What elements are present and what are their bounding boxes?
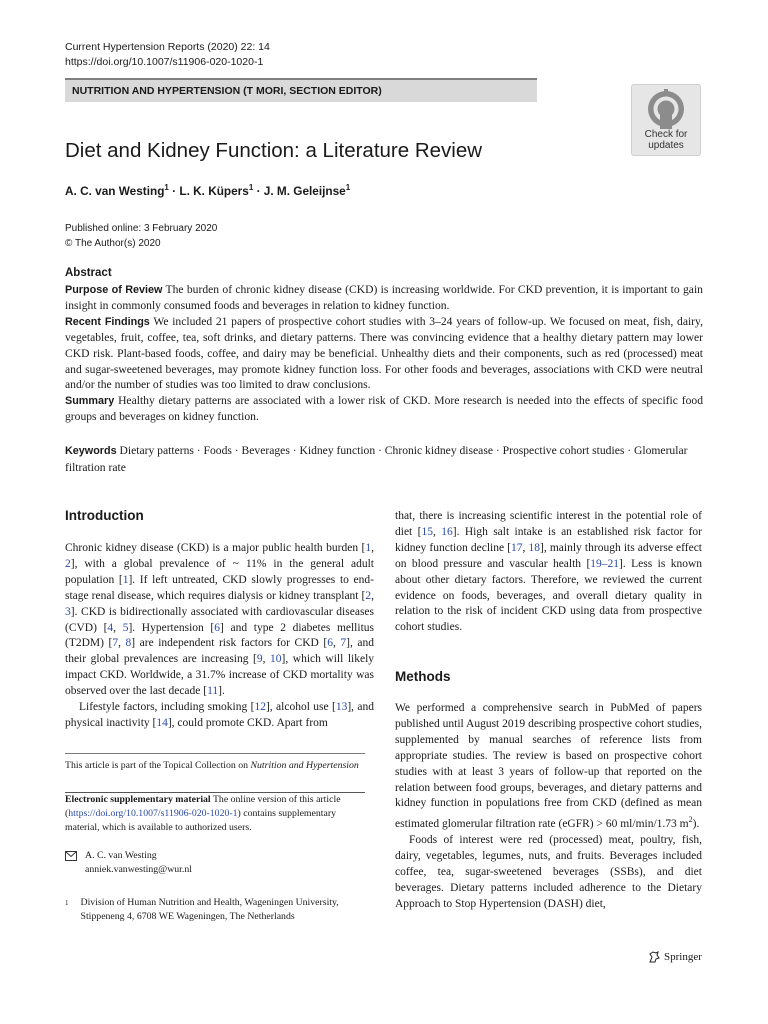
topical-collection-note [65, 759, 365, 773]
body-text: ], mainly through its adverse effect on blood pressure and vascular health [ [395, 541, 702, 570]
introduction-heading: Introduction [65, 508, 144, 523]
keywords [65, 443, 703, 475]
publisher-logo [647, 950, 702, 964]
esm-link[interactable]: https://doi.org/10.1007/s11906-020-1020-1 [68, 808, 238, 819]
citation-link[interactable]: 4 [107, 621, 114, 634]
intro-paragraph-1 [65, 541, 374, 700]
body-text: , [113, 621, 123, 634]
topical-collection-name: Nutrition and Hypertension [250, 760, 359, 771]
body-text: , [262, 653, 271, 666]
body-text: Lifestyle factors, including smoking [ [79, 701, 255, 714]
body-text: ], and physical inactivity [ [65, 701, 375, 729]
body-text: ]. Hypertension [ [128, 621, 215, 634]
author-list [65, 183, 350, 198]
citation-link[interactable]: 7 [112, 637, 119, 650]
corresponding-author-email[interactable]: anniek.vanwesting@wur.nl [85, 864, 192, 875]
methods-paragraph-2: Foods of interest were red (processed) meat, poultry, fish, dairy, vegetables, legumes, nuts, and fruits. Beverages included coffee, tea, sugar-sweetened beverages (SSBs), and diet beverages. Dietary patterns included adherence to the Dietary Approach to Stop Hypertension (DASH) diet, [395, 834, 702, 910]
body-text: , [332, 637, 341, 650]
body-text: ]. Less is known about other dietary factors. Therefore, we reviewed the current evidence on foods, beverages, and overall dietary quality in relation to the risk of incident CKD using data from prospective cohort studies. [395, 557, 702, 634]
citation-link[interactable]: 14 [156, 716, 168, 729]
body-text: ] and type 2 diabetes mellitus (T2DM) [ [65, 621, 374, 650]
corresponding-author [65, 849, 365, 877]
body-text: ], alcohol use [ [265, 701, 336, 714]
body-text: ]. If left untreated, CKD slowly progresses to end-stage renal disease, which requires dialysis or kidney transplant [ [65, 573, 374, 602]
supplementary-note [65, 793, 365, 835]
methods-heading: Methods [395, 669, 451, 684]
body-text: ], and their global prevalences are increasing [ [65, 637, 374, 666]
body-text: , [371, 589, 374, 602]
keywords-text: Dietary patterns · Foods · Beverages · Kidney function · Chronic kidney disease · Prospective cohort studies · Glomerular filtration rate [65, 444, 688, 474]
body-text: ], with a global prevalence of ~ 11% in the general adult population [ [65, 557, 374, 586]
abstract-summary [65, 393, 703, 425]
methods-paragraph-1 [395, 701, 702, 833]
affiliation-line: Stippeneng 4, 6708 WE Wageningen, The Netherlands [80, 911, 295, 922]
citation-link[interactable]: 3 [65, 605, 71, 618]
body-text: that, there is increasing scientific interest in the potential role of diet [ [395, 510, 702, 538]
citation-link[interactable]: 17 [511, 541, 523, 554]
right-column-methods [395, 701, 702, 913]
envelope-icon [65, 851, 77, 861]
publisher-name: Springer [664, 951, 702, 963]
author-name[interactable]: L. K. Küpers [179, 183, 249, 198]
body-text: ]. [218, 685, 225, 698]
affiliation-marker: 1 [345, 183, 351, 192]
publication-info [65, 222, 217, 251]
citation-link[interactable]: 6 [214, 621, 221, 634]
citation-link[interactable]: 12 [254, 701, 266, 714]
body-text: , [118, 637, 126, 650]
section-banner: NUTRITION AND HYPERTENSION (T MORI, SECTION EDITOR) [65, 78, 537, 102]
footnote-divider [65, 753, 365, 754]
citation-link[interactable]: 1 [365, 542, 372, 554]
body-text: ] are independent risk factors for CKD [ [131, 637, 328, 650]
badge-label-line2: updates [648, 140, 684, 151]
body-text: ]. CKD is bidirectionally associated with cardiovascular diseases (CVD) [ [65, 605, 374, 634]
author-name[interactable]: A. C. van Westing [65, 183, 165, 198]
abstract-heading: Abstract [65, 267, 112, 279]
keywords-label: Keywords [65, 445, 117, 457]
summary-text: Healthy dietary patterns are associated with a lower risk of CKD. More research is needed into the effects of specific food groups and beverages on kidney function. [65, 393, 703, 424]
body-text: , [522, 541, 529, 554]
findings-label: Recent Findings [65, 315, 150, 328]
right-column-intro [395, 509, 702, 636]
corresponding-author-name: A. C. van Westing [85, 850, 157, 861]
citation-link[interactable]: 19–21 [590, 557, 620, 570]
esm-label: Electronic supplementary material [65, 794, 211, 805]
citation-link[interactable]: 15 [421, 525, 433, 538]
purpose-label: Purpose of Review [65, 283, 163, 296]
copyright-text: The Author(s) 2020 [74, 237, 161, 249]
affiliation-line: Division of Human Nutrition and Health, Wageningen University, [80, 897, 339, 908]
findings-text: We included 21 papers of prospective cohort studies with 3–24 years of follow-up. We focused on meat, fish, dairy, vegetables, fruit, coffee, tea, soft drinks, and dietary patterns. There was convincing evidence that a healthy dietary pattern may lower CKD risk. Plant-based foods, coffee, and dairy may be beneficial. Unhealthy diets and their components, such as red (processed) meat and sugar-sweetened beverages, may promote kidney function loss. For other foods and beverages, associations with CKD were neutral and/or the number of studies was too limited to draw conclusions. [65, 314, 703, 392]
journal-citation: Current Hypertension Reports (2020) 22: 14 [65, 41, 270, 53]
check-for-updates-badge[interactable] [631, 84, 701, 156]
methods-text: We performed a comprehensive search in PubMed of papers published until August 2019 describing prospective cohort studies, supplemented by manual searches of reference lists from appropriate studies. The review is based on prospective cohort studies with at least 3 years of follow-up that reported on the relation between food groups, beverages, and dietary patterns and kidney function in populations free from CKD (defined as mean estimated glomerular filtration rate (eGFR) > 60 ml/min/1.73 m [395, 702, 702, 831]
abstract-findings [65, 314, 703, 393]
citation-link[interactable]: 6 [327, 637, 333, 650]
esm-text: ) contains supplementary material, which is available to authorized users. [65, 808, 337, 833]
citation-link[interactable]: 2 [365, 589, 372, 602]
topical-prefix: This article is part of the Topical Collection on [65, 760, 251, 771]
body-text: ], could promote CKD. Apart from [167, 716, 328, 729]
affiliation [65, 896, 365, 924]
citation-link[interactable]: 2 [65, 557, 71, 570]
crossmark-icon [646, 89, 686, 129]
left-column [65, 541, 374, 732]
body-text: ], which will likely impact CKD. Worldwide, a 31.7% increase of CKD mortality was observed over the last decade [ [65, 653, 375, 698]
published-date: Published online: 3 February 2020 [65, 223, 218, 234]
citation-link[interactable]: 16 [441, 525, 453, 538]
esm-text: The online version of this article ( [65, 794, 341, 819]
article-title: Diet and Kidney Function: a Literature Review [65, 139, 483, 162]
methods-text: ). [692, 818, 700, 831]
author-separator: · [168, 183, 180, 198]
abstract [65, 266, 703, 425]
springer-horse-icon [647, 950, 661, 964]
badge-label-line1: Check for [644, 129, 688, 140]
body-text: Chronic kidney disease (CKD) is a major public health burden [ [65, 542, 366, 554]
intro-paragraph-2 [65, 700, 374, 732]
body-text: , [432, 525, 442, 538]
body-text: , [371, 542, 374, 554]
citation-link[interactable]: 13 [335, 701, 348, 714]
affiliation-marker: 1 [248, 183, 254, 192]
citation-link[interactable]: 7 [340, 637, 347, 650]
affiliation-number: 1 [65, 899, 69, 907]
superscript: 2 [688, 815, 693, 825]
affiliation-marker: 1 [164, 183, 169, 192]
author-separator: · [253, 183, 264, 198]
citation-link[interactable]: 10 [270, 653, 282, 666]
citation-link[interactable]: 11 [207, 685, 219, 698]
doi-link[interactable]: https://doi.org/10.1007/s11906-020-1020-1 [65, 56, 264, 68]
purpose-text: The burden of chronic kidney disease (CKD) is increasing worldwide. For CKD prevention, it is important to gain insight in commonly consumed foods and beverages in relation to kidney function. [65, 282, 703, 313]
journal-header [65, 40, 270, 70]
citation-link[interactable]: 1 [122, 573, 129, 586]
summary-label: Summary [65, 394, 115, 407]
author-name[interactable]: J. M. Geleijnse [263, 183, 346, 198]
citation-link[interactable]: 5 [122, 621, 129, 634]
abstract-purpose [65, 282, 703, 314]
citation-link[interactable]: 8 [125, 637, 132, 650]
citation-link[interactable]: 18 [528, 541, 541, 554]
copyright-icon: © [65, 237, 75, 249]
body-text: ]. High salt intake is an established risk factor for kidney function decline [ [395, 525, 703, 554]
citation-link[interactable]: 9 [256, 653, 263, 666]
copyright-line [65, 237, 217, 252]
intro-paragraph-3 [395, 509, 702, 636]
